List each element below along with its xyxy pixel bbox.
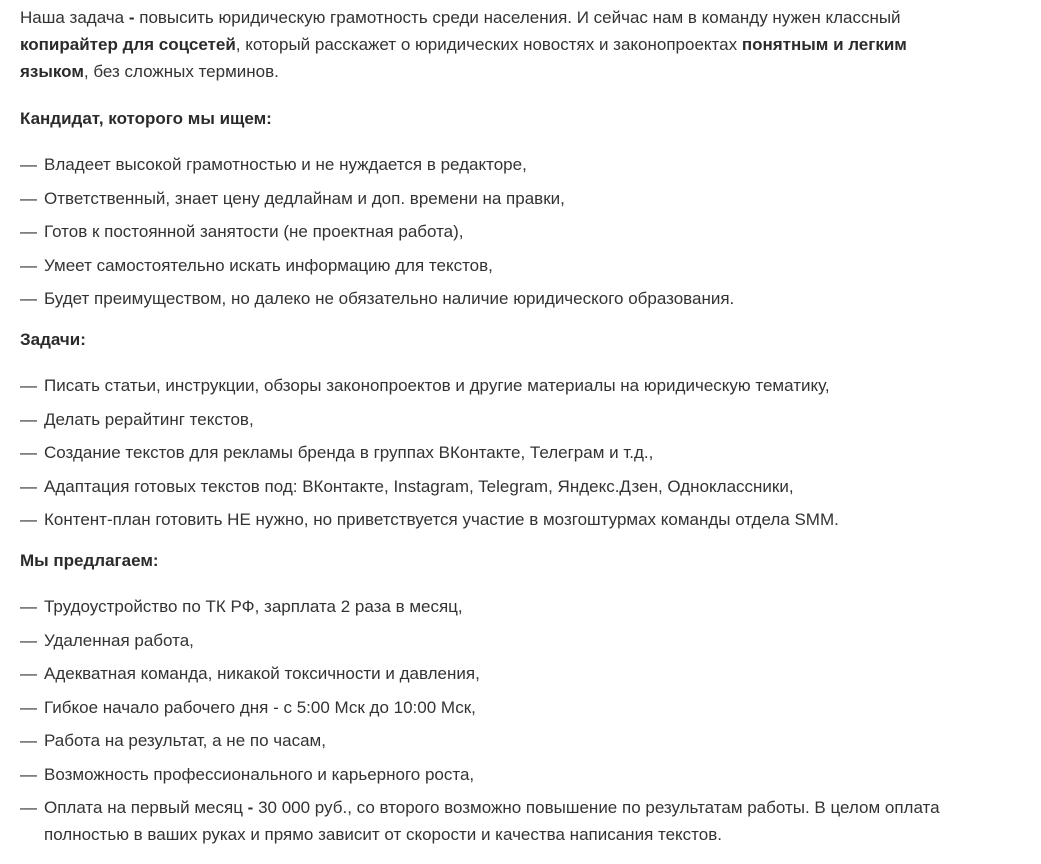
dash-bullet: — (20, 630, 37, 650)
list-item-text: Удаленная работа, (44, 630, 194, 650)
list-item-text: Гибкое начало рабочего дня - с 5:00 Мск до 10:00 Мск, (44, 697, 476, 717)
list-item-text: Ответственный, знает цену дедлайнам и доп. времени на правки, (44, 188, 565, 208)
list-item (20, 660, 1004, 687)
list-item-text: Будет преимуществом, но далеко не обязательно наличие юридического образования. (44, 289, 735, 308)
dash-bullet: — (20, 222, 37, 241)
list-item-text: Адаптация готовых текстов под: ВКонтакте, Instagram, Telegram, Яндекс.Дзен, Одноклассники, (44, 476, 794, 496)
payment-dash: - (247, 798, 254, 817)
offer-list (20, 593, 1020, 848)
list-item (20, 372, 1004, 399)
payment-text-2: 30 000 руб., со второго возможно повышение по результатам работы. В целом оплата полностью в ваших руках и прямо зависит от скорости и качества написания текстов. (44, 798, 940, 844)
intro-text-1: Наша задача (20, 8, 129, 27)
list-item (20, 761, 1004, 788)
list-item-text: Готов к постоянной занятости (не проектная работа), (44, 222, 464, 241)
dash-bullet: — (20, 764, 37, 784)
list-item-text: Контент-план готовить НЕ нужно, но приветствуется участие в мозгоштурмах команды отдела SMM. (44, 510, 839, 529)
section-heading-tasks: Задачи: (20, 330, 86, 349)
intro-bold-role: копирайтер для соцсетей (20, 35, 236, 54)
list-item-text: Делать рерайтинг текстов, (44, 409, 254, 429)
list-item (20, 593, 1004, 620)
dash-bullet: — (20, 376, 37, 395)
list-item (20, 151, 1004, 178)
list-item-text: Создание текстов для рекламы бренда в группах ВКонтакте, Телеграм и т.д., (44, 443, 654, 462)
section-heading-offer: Мы предлагаем: (20, 551, 159, 570)
intro-paragraph (20, 4, 980, 85)
section-heading-candidate: Кандидат, которого мы ищем: (20, 109, 272, 128)
list-item-text: Владеет высокой грамотностью и не нуждается в редакторе, (44, 155, 527, 174)
list-item (20, 439, 1004, 466)
dash-bullet: — (20, 409, 37, 429)
dash-bullet: — (20, 731, 37, 750)
dash-bullet: — (20, 255, 37, 275)
dash-bullet: — (20, 798, 37, 817)
list-item-payment (20, 794, 1004, 848)
list-item-text: Возможность профессионального и карьерного роста, (44, 764, 475, 784)
list-item (20, 252, 1004, 279)
payment-text-1: Оплата на первый месяц (44, 798, 248, 817)
list-item-text: Трудоустройство по ТК РФ, зарплата 2 раза в месяц, (44, 597, 463, 616)
dash-bullet: — (20, 289, 37, 308)
list-item (20, 694, 1004, 721)
intro-bold-style: понятным и легким языком (20, 35, 907, 81)
dash-bullet: — (20, 188, 37, 208)
dash-bullet: — (20, 597, 37, 616)
list-item (20, 727, 1004, 754)
intro-text-4: , без сложных терминов. (83, 62, 279, 81)
list-item (20, 627, 1004, 654)
dash-bullet: — (20, 510, 37, 529)
intro-text-2: повысить юридическую грамотность среди населения. И сейчас нам в команду нужен классный (134, 8, 901, 27)
list-item (20, 218, 1004, 245)
dash-bullet: — (20, 664, 37, 683)
dash-bullet: — (20, 476, 37, 496)
list-item (20, 285, 1004, 312)
list-item-text: Работа на результат, а не по часам, (44, 731, 326, 750)
list-item-text: Адекватная команда, никакой токсичности и давления, (44, 664, 480, 683)
list-item (20, 185, 1004, 212)
candidate-requirements-list (20, 151, 1020, 312)
list-item (20, 473, 1004, 500)
list-item-text: Писать статьи, инструкции, обзоры законопроектов и другие материалы на юридическую тематику, (44, 376, 830, 395)
tasks-list (20, 372, 1020, 533)
dash-bullet: — (20, 443, 37, 462)
dash-bullet: — (20, 155, 37, 174)
list-item (20, 406, 1004, 433)
list-item (20, 506, 1004, 533)
intro-text-3: , который расскажет о юридических новостях и законопроектах (235, 35, 742, 54)
dash-bullet: — (20, 697, 37, 717)
intro-dash: - (128, 8, 135, 27)
list-item-text: Умеет самостоятельно искать информацию для текстов, (44, 255, 493, 275)
